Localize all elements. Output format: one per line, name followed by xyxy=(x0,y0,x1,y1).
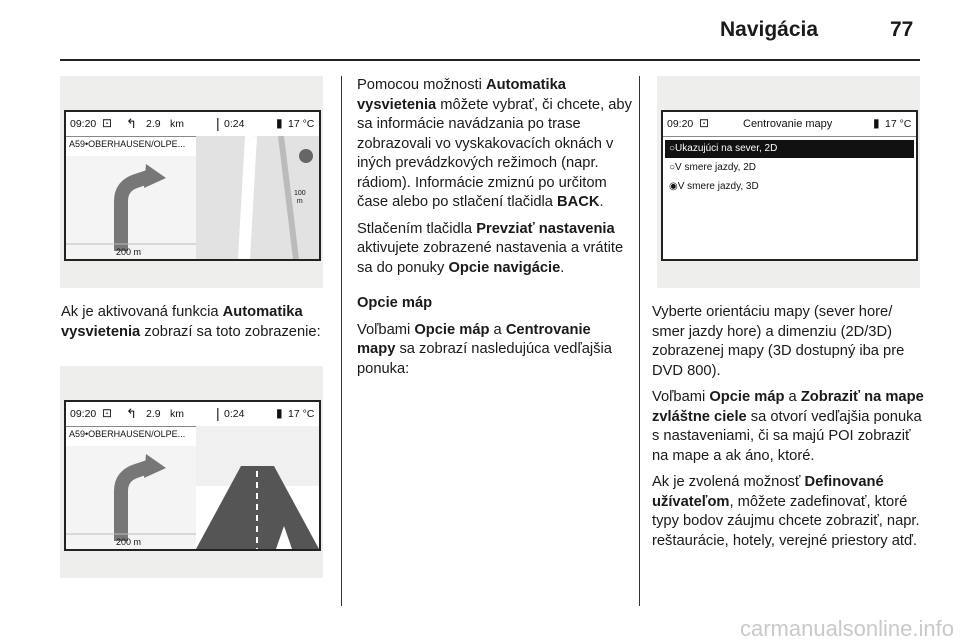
lane-view xyxy=(196,426,319,549)
turn-guidance-graphic xyxy=(66,446,196,549)
column-divider-1 xyxy=(341,76,342,606)
scale-unit: m xyxy=(296,198,303,205)
watermark: carmanualsonline.info xyxy=(739,616,954,641)
nav-screen-2 xyxy=(64,400,321,551)
scale-value: 100 xyxy=(294,190,306,197)
distance-unit: km xyxy=(170,408,184,420)
clock: 09:20 xyxy=(667,118,694,130)
temperature: 17 °C xyxy=(288,408,315,420)
status-bar xyxy=(66,402,319,427)
eta: 0:24 xyxy=(224,408,245,420)
status-bar xyxy=(663,112,916,137)
distance-to-turn: 200 m xyxy=(116,247,142,257)
turn-guidance-graphic xyxy=(66,156,196,259)
eta: 0:24 xyxy=(224,118,245,130)
option-north-up-2d[interactable]: ○Ukazujúci na sever, 2D xyxy=(665,140,914,158)
page-number: 77 xyxy=(890,18,914,41)
page-title: Navigácia xyxy=(720,18,819,41)
phone-icon: ▮ xyxy=(276,406,283,420)
clock: 09:20 xyxy=(70,118,97,130)
figure-panel-2 xyxy=(60,366,323,578)
nav-status-icon: ⊡ xyxy=(102,406,113,420)
distance-value: 2.9 xyxy=(146,118,161,130)
nav-screen-1 xyxy=(64,110,321,261)
route-label: A59•OBERHAUSEN/OLPE... xyxy=(69,139,186,149)
temperature: 17 °C xyxy=(288,118,315,130)
route-label: A59•OBERHAUSEN/OLPE... xyxy=(69,429,186,439)
figure-panel-3 xyxy=(657,76,920,288)
eta-separator: | xyxy=(216,405,220,421)
clock: 09:20 xyxy=(70,408,97,420)
nav-status-icon: ⊡ xyxy=(699,116,710,130)
col3-text: Vyberte orientáciu mapy (sever hore/ smer jazdy hore) a dimenziu (2D/3D) zobrazenej mapy (3D dostupný iba pre DVD 800). Voľbami Opcie máp a Zobraziť na mape zvláštne ciele sa otvorí vedľajšia ponuka s nastaveniami, či sa majú POI zobraziť na mape a ak áno, ktoré. Ak je zvolená možnosť Definované užívateľom, môžete zadefinovať, ktoré typy bodov záujmu chcete zobraziť, napr. reštaurácie, hotely, verejné priestory atď. xyxy=(652,304,924,549)
option-heading-up-2d[interactable]: ○V smere jazdy, 2D xyxy=(669,162,756,173)
temperature: 17 °C xyxy=(885,118,912,130)
distance-unit: km xyxy=(170,118,184,130)
distance-value: 2.9 xyxy=(146,408,161,420)
phone-icon: ▮ xyxy=(873,116,880,130)
turn-arrow-icon: ↰ xyxy=(126,116,137,131)
col1-paragraph: Ak je aktivovaná funkcia Automatika vysvietenia zobrazí sa toto zobrazenie: xyxy=(61,304,321,340)
map-scale xyxy=(294,190,306,206)
phone-icon: ▮ xyxy=(276,116,283,130)
col2-text: Pomocou možnosti Automatika vysvietenia môžete vybrať, či chcete, aby sa informácie navádzania po trase zobrazovali vo vyskakovacích oknách v iných prevádzkových režimoch (napr. rádiom). Informácie zmiznú po určitom čase alebo po stlačení tlačidla BACK. Stlačením tlačidla Prevziať nastavenia aktivujete zobrazené nastavenia a vrátite sa do ponuky Opcie navigácie. Opcie máp Voľbami Opcie máp a Centrovanie mapy sa zobrazí nasledujúca vedľajšia ponuka: xyxy=(357,77,632,377)
figure-panel-1 xyxy=(60,76,323,288)
menu-title: Centrovanie mapy xyxy=(743,118,833,130)
turn-arrow-icon: ↰ xyxy=(126,406,137,421)
menu-screen xyxy=(661,110,918,261)
header-rule xyxy=(60,59,920,61)
column-divider-2 xyxy=(639,76,640,606)
distance-to-turn: 200 m xyxy=(116,537,142,547)
status-bar xyxy=(66,112,319,137)
eta-separator: | xyxy=(216,115,220,131)
section-heading: Opcie máp xyxy=(357,295,433,311)
nav-status-icon: ⊡ xyxy=(102,116,113,130)
option-heading-up-3d[interactable]: ◉V smere jazdy, 3D xyxy=(669,181,759,192)
